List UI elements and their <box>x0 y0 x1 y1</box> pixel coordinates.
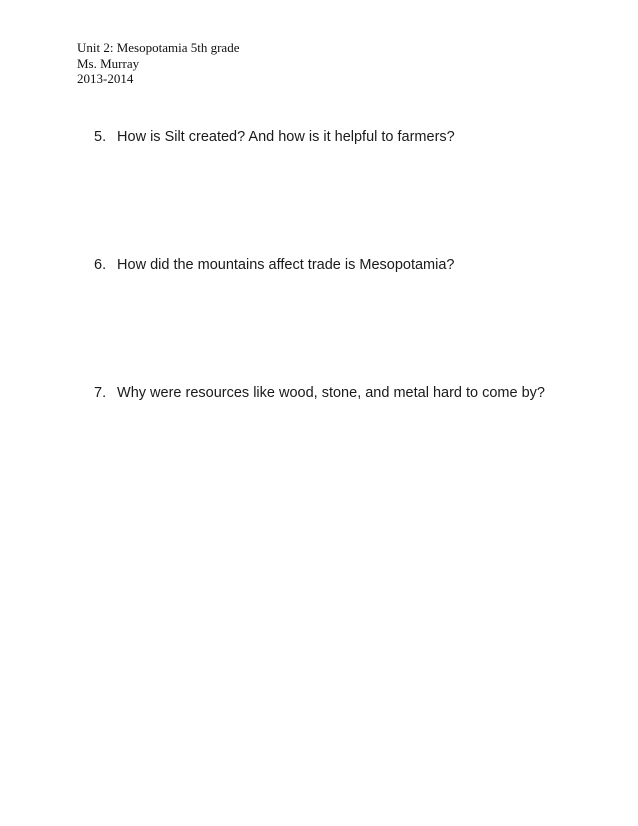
question-text: Why were resources like wood, stone, and metal hard to come by? <box>117 385 545 401</box>
question-7 <box>94 384 545 402</box>
question-5 <box>94 128 455 146</box>
question-number: 5. <box>94 129 107 145</box>
unit-title: Unit 2: Mesopotamia 5th grade <box>77 40 240 55</box>
document-header <box>77 40 239 87</box>
school-year: 2013-2014 <box>77 71 134 86</box>
question-number: 6. <box>94 257 107 273</box>
teacher-name: Ms. Murray <box>77 55 140 71</box>
question-text: How did the mountains affect trade is Mesopotamia? <box>117 257 455 273</box>
question-number: 7. <box>94 385 107 401</box>
question-text: How is Silt created? And how is it helpful to farmers? <box>117 129 455 145</box>
question-6 <box>94 256 454 274</box>
